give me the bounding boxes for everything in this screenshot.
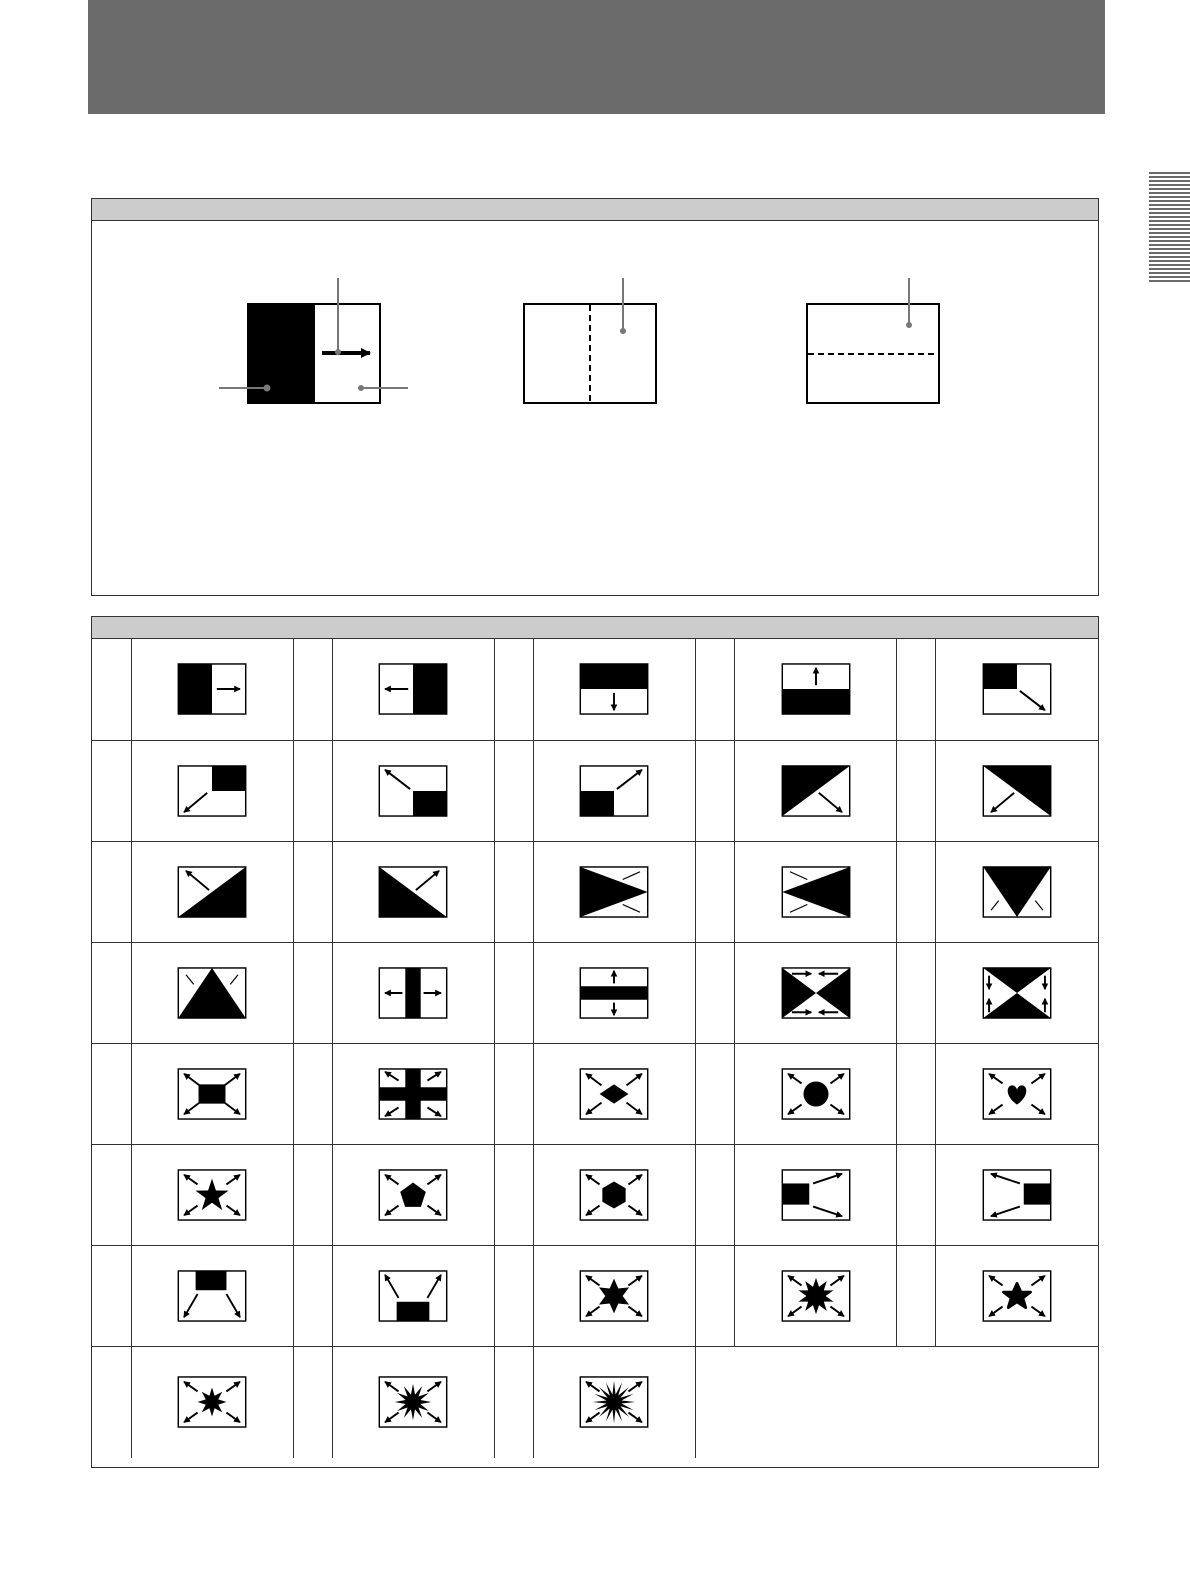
wipe-diagram-panel [91,198,1099,596]
wipe-from-top-right-pattern-icon [177,765,247,817]
pattern-row [92,841,1098,942]
diagram-panel-heading [92,199,1098,221]
pattern-number-cell [897,1245,936,1346]
pattern-cell [533,1043,695,1144]
pattern-number-cell [494,841,533,942]
pattern-cell [533,1144,695,1245]
pattern-row [92,639,1098,740]
bar-wipe-vertical-pattern-icon [579,967,649,1019]
pattern-cell [332,1346,494,1458]
pattern-number-cell [92,740,131,841]
pattern-row [92,1043,1098,1144]
wipe-diagram-figures [92,220,1098,595]
pattern-number-cell [696,639,735,740]
pattern-cell [533,841,695,942]
diagonal-wipe-up-left-pattern-icon [177,866,247,918]
box-expand-right-pattern-icon [781,1169,851,1221]
pattern-row [92,740,1098,841]
diagonal-wipe-down-right-pattern-icon [781,765,851,817]
pattern-cell [735,841,897,942]
pattern-number-cell [696,1043,735,1144]
pattern-number-cell [293,942,332,1043]
pattern-cell [332,1245,494,1346]
pattern-number-cell [92,841,131,942]
pattern-number-cell [92,1346,131,1458]
pattern-number-cell [897,841,936,942]
wipe-left-pattern-icon [378,663,448,715]
box-iris-pattern-icon [177,1068,247,1120]
pattern-cell [533,740,695,841]
diagonal-wipe-up-right-pattern-icon [378,866,448,918]
pattern-cell [735,639,897,740]
hexagon-iris-pattern-icon [579,1169,649,1221]
pattern-cell [131,1346,293,1458]
pattern-cell [131,1144,293,1245]
pattern-cell [533,639,695,740]
pattern-number-cell [293,1346,332,1458]
section-tab [1149,172,1190,284]
pattern-cell [936,841,1098,942]
pattern-number-cell [897,942,936,1043]
hourglass-wipe-vertical-pattern-icon [982,967,1052,1019]
twelve-point-star-iris-pattern-icon [378,1376,448,1428]
pattern-number-cell [494,740,533,841]
pattern-cell [332,639,494,740]
pattern-cell [533,942,695,1043]
wipe-pattern-table [92,639,1098,1458]
pattern-row [92,1346,1098,1458]
pattern-number-cell [293,740,332,841]
wedge-wipe-left-pattern-icon [781,866,851,918]
wipe-up-pattern-icon [781,663,851,715]
pattern-number-cell [293,1245,332,1346]
pattern-cell [332,942,494,1043]
star-iris-pattern-icon [177,1169,247,1221]
circle-iris-pattern-icon [781,1068,851,1120]
pattern-number-cell [897,1043,936,1144]
pattern-number-cell [696,740,735,841]
pattern-number-cell [494,942,533,1043]
pattern-number-cell [92,1043,131,1144]
pattern-row [92,1144,1098,1245]
pattern-number-cell [293,841,332,942]
pattern-cell [735,942,897,1043]
wipe-from-bottom-right-pattern-icon [378,765,448,817]
pattern-cell [533,1245,695,1346]
pattern-number-cell [494,1043,533,1144]
pattern-cell [131,1245,293,1346]
pattern-row [92,1245,1098,1346]
diamond-iris-pattern-icon [579,1068,649,1120]
pattern-number-cell [92,1245,131,1346]
pattern-cell [735,1144,897,1245]
pattern-number-cell [494,1245,533,1346]
pattern-number-cell [293,1144,332,1245]
box-expand-up-pattern-icon [378,1270,448,1322]
wipe-direction-figure [219,278,408,403]
pattern-cell [332,1043,494,1144]
pattern-cell [131,942,293,1043]
wipe-down-pattern-icon [579,663,649,715]
pattern-number-cell [696,1245,735,1346]
six-point-star-iris-pattern-icon [579,1270,649,1322]
pattern-number-cell [897,639,936,740]
pattern-number-cell [92,1144,131,1245]
wedge-wipe-down-pattern-icon [982,866,1052,918]
box-expand-left-pattern-icon [982,1169,1052,1221]
wipe-from-bottom-left-pattern-icon [579,765,649,817]
burst-iris-pattern-icon [781,1270,851,1322]
sixteen-point-star-iris-pattern-icon [579,1376,649,1428]
pattern-number-cell [494,1144,533,1245]
pattern-cell [131,740,293,841]
pattern-number-cell [897,1144,936,1245]
pattern-cell [936,1043,1098,1144]
box-expand-down-pattern-icon [177,1270,247,1322]
pattern-cell [936,740,1098,841]
pattern-number-cell [92,639,131,740]
cross-iris-pattern-icon [378,1068,448,1120]
pattern-number-cell [494,639,533,740]
pattern-cell [131,1043,293,1144]
wipe-from-top-left-pattern-icon [982,663,1052,715]
pattern-cell [332,841,494,942]
diagonal-wipe-down-left-pattern-icon [982,765,1052,817]
pattern-cell [332,740,494,841]
hourglass-wipe-horizontal-pattern-icon [781,967,851,1019]
pentagon-iris-pattern-icon [378,1169,448,1221]
wedge-wipe-right-pattern-icon [579,866,649,918]
pattern-number-cell [293,639,332,740]
vertical-border-figure [524,278,656,403]
pattern-number-cell [696,841,735,942]
heart-iris-pattern-icon [982,1068,1052,1120]
pattern-number-cell [897,740,936,841]
pattern-cell [936,942,1098,1043]
header-bar [88,0,1105,114]
pattern-cell [131,841,293,942]
wedge-wipe-up-pattern-icon [177,967,247,1019]
pattern-cell [936,1245,1098,1346]
pattern-panel-heading [92,617,1098,639]
horizontal-border-figure [807,278,939,403]
wipe-pattern-panel [91,616,1099,1468]
pattern-number-cell [696,1144,735,1245]
pattern-row [92,942,1098,1043]
bar-wipe-horizontal-pattern-icon [378,967,448,1019]
pattern-cell [735,1043,897,1144]
pattern-cell [936,1144,1098,1245]
pattern-cell [735,1245,897,1346]
pattern-cell [131,639,293,740]
empty-cell [696,1346,1098,1458]
pattern-number-cell [92,942,131,1043]
pattern-cell [735,740,897,841]
rounded-star-iris-pattern-icon [982,1270,1052,1322]
pattern-number-cell [696,942,735,1043]
wipe-right-pattern-icon [177,663,247,715]
pattern-cell [533,1346,695,1458]
pattern-cell [332,1144,494,1245]
pattern-number-cell [293,1043,332,1144]
eight-point-star-iris-pattern-icon [177,1376,247,1428]
pattern-number-cell [494,1346,533,1458]
pattern-cell [936,639,1098,740]
